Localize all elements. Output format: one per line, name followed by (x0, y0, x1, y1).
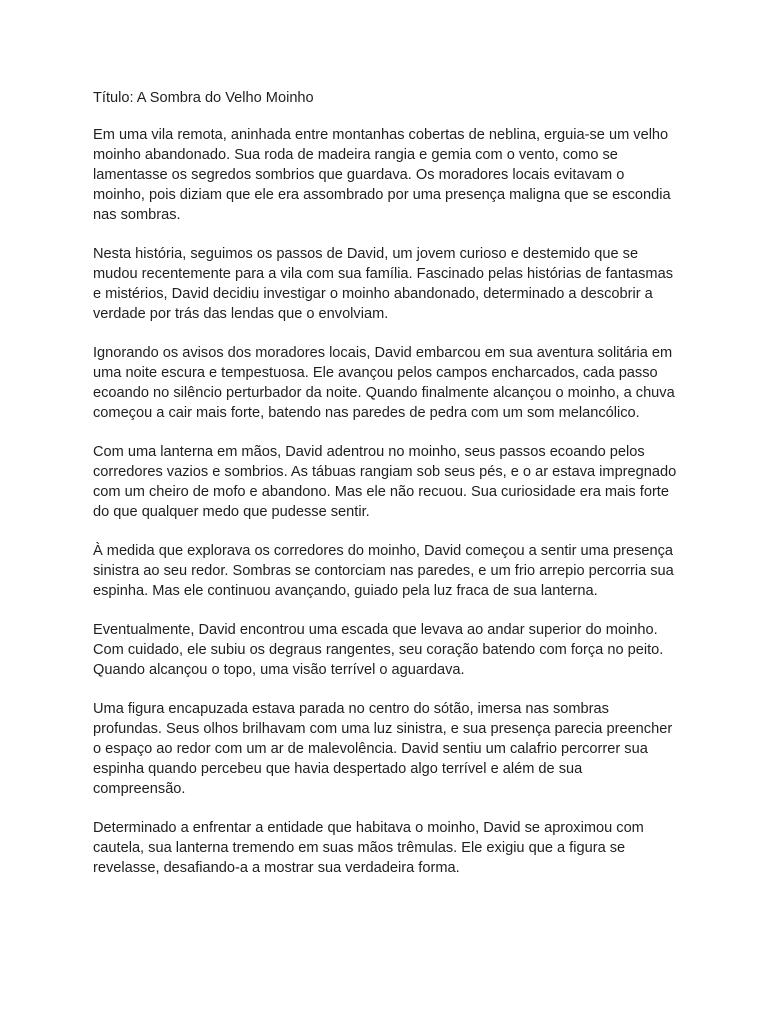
paragraph-6: Eventualmente, David encontrou uma escada que levava ao andar superior do moinho. Com cuidado, ele subiu os degraus rangentes, seu coração batendo com força no peito. Quando alcançou o topo, uma visão terrível o aguardava. (93, 622, 664, 678)
paragraph-5: À medida que explorava os corredores do moinho, David começou a sentir uma presença sinistra ao seu redor. Sombras se contorciam nas paredes, e um frio arrepio percorria sua espinha. Mas ele continuou avançando, guiado pela luz fraca de sua lanterna. (93, 543, 674, 599)
paragraph-3: Ignorando os avisos dos moradores locais, David embarcou em sua aventura solitária em uma noite escura e tempestuosa. Ele avançou pelos campos encharcados, cada passo ecoando no silêncio perturbador da noite. Quando finalmente alcançou o moinho, a chuva começou a cair mais forte, batendo nas paredes de pedra com um som melancólico. (93, 345, 675, 421)
paragraph-8: Determinado a enfrentar a entidade que habitava o moinho, David se aproximou com cautela, sua lanterna tremendo em suas mãos trêmulas. Ele exigiu que a figura se revelasse, desafiando-a a mostrar sua verdadeira forma. (93, 820, 644, 876)
document-title: Título: A Sombra do Velho Moinho (93, 90, 314, 106)
paragraph-1: Em uma vila remota, aninhada entre montanhas cobertas de neblina, erguia-se um velho moinho abandonado. Sua roda de madeira rangia e gemia com o vento, como se lamentasse os segredos sombrios que guardava. Os moradores locais evitavam o moinho, pois diziam que ele era assombrado por uma presença maligna que se escondia nas sombras. (93, 127, 671, 223)
paragraph-7: Uma figura encapuzada estava parada no centro do sótão, imersa nas sombras profundas. Seus olhos brilhavam com uma luz sinistra, e sua presença parecia preencher o espaço ao redor com um ar de malevolência. David sentiu um calafrio percorrer sua espinha quando percebeu que havia despertado algo terrível e além de sua compreensão. (93, 701, 673, 797)
paragraph-2: Nesta história, seguimos os passos de David, um jovem curioso e destemido que se mudou recentemente para a vila com sua família. Fascinado pelas histórias de fantasmas e mistérios, David decidiu investigar o moinho abandonado, determinado a descobrir a verdade por trás das lendas que o envolviam. (93, 246, 673, 322)
paragraph-4: Com uma lanterna em mãos, David adentrou no moinho, seus passos ecoando pelos corredores vazios e sombrios. As tábuas rangiam sob seus pés, e o ar estava impregnado com um cheiro de mofo e abandono. Mas ele não recuou. Sua curiosidade era mais forte do que qualquer medo que pudesse sentir. (93, 444, 677, 520)
